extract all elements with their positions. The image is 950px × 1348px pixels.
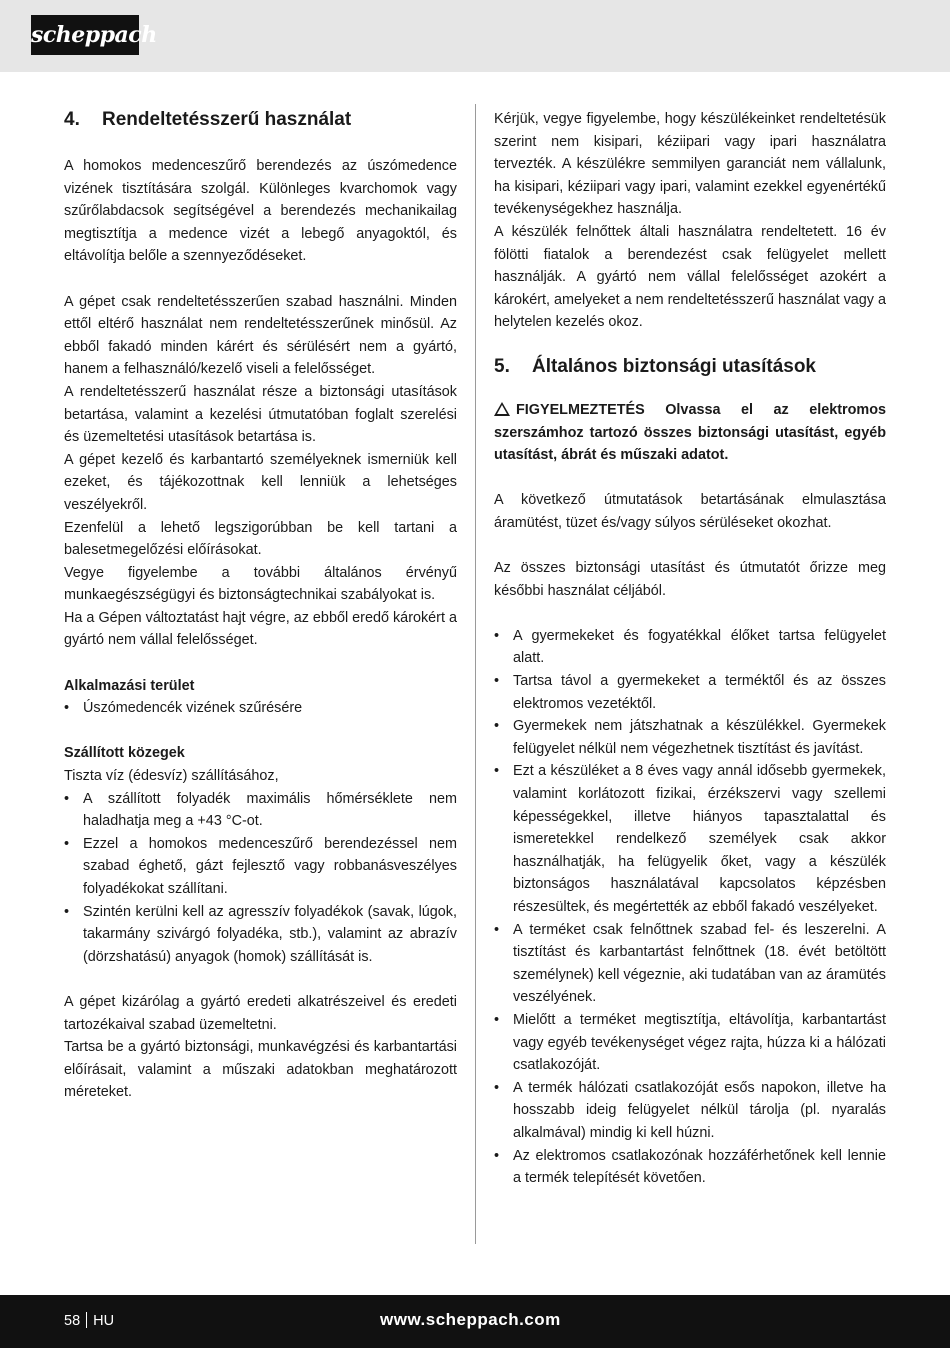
header-bar — [0, 0, 950, 72]
page-indicator — [64, 1311, 114, 1331]
paragraph: Ha a Gépen változtatást hajt végre, az ebből eredő károkért a gyártó nem vállal felelősséget. — [64, 609, 457, 649]
scope-heading: Alkalmazási terület — [64, 677, 195, 694]
list-item: • Ezzel a homokos medenceszűrő berendezéssel nem szabad éghető, gázt fejlesztő vagy robbanásveszélyes folyadékokat szállítani. — [64, 833, 457, 901]
website-link[interactable]: www.scheppach.com — [380, 1310, 561, 1329]
section-number: 4. — [64, 109, 80, 130]
media-intro: Tiszta víz (édesvíz) szállításához, — [64, 768, 279, 785]
column-divider — [475, 104, 476, 1244]
page-number: 58 — [64, 1313, 81, 1329]
paragraph: Az összes biztonsági utasítást és útmutatót őrizze meg későbbi használat céljából. — [494, 560, 886, 599]
language-code: HU — [93, 1313, 115, 1329]
paragraph: Vegye figyelembe a további általános érvényű munkaegészségügyi és biztonságtechnikai szabályokat is. — [64, 564, 457, 604]
scheppach-logo: scheppach — [31, 15, 139, 55]
right-column — [494, 108, 886, 1190]
section-title: Rendeltetésszerű használat — [102, 109, 352, 130]
section-title: Általános biztonsági utasítások — [532, 355, 816, 377]
list-item: • A terméket csak felnőttnek szabad fel- és leszerelni. A tisztítást és karbantartást felnőttnek (18. évét betöltött személynek) kell végeznie, aki tudatában van az áramütés veszélyének. — [494, 919, 886, 1009]
paragraph: A gépet csak rendeltetésszerűen szabad használni. Minden ettől eltérő használat nem rendeltetésszerűnek minősül. Az ebből fakadó minden kárért és sérülésért nem a gyártó, hanem a felhasználó/kezelő viseli a felelősséget. — [64, 293, 457, 378]
paragraph: A következő útmutatások betartásának elmulasztása áramütést, tüzet és/vagy súlyos sérüléseket okozhat. — [494, 492, 886, 531]
media-heading: Szállított közegek — [64, 745, 185, 762]
paragraph: A gépet kizárólag a gyártó eredeti alkatrészeivel és eredeti tartozékaival szabad üzemeltetni. — [64, 993, 457, 1033]
paragraph: Kérjük, vegye figyelembe, hogy készülékeinket rendeltetésük szerint nem kisipari, kéziipari vagy ipari használatra tervezték. A készülékre semmilyen garanciát nem vállalunk, ha kisipari, kéziipari vagy ipari, valamint ezekkel egyenértékű tevékenységekhez használja. — [494, 111, 886, 218]
scope-list — [64, 697, 457, 720]
list-item: • Tartsa távol a gyermekeket a terméktől és az összes elektromos vezetéktől. — [494, 670, 886, 715]
section-4-heading — [64, 108, 457, 132]
list-item: • Szintén kerülni kell az agresszív folyadékok (savak, lúgok, takarmány szivárgó folyadéka, stb.), valamint az abrazív (dörzshatású) anyagok (homok) szállítását is. — [64, 901, 457, 969]
footer-bar — [0, 1295, 950, 1348]
list-item: • Úszómedencék vizének szűrésére — [64, 697, 457, 720]
safety-list — [494, 625, 886, 1190]
paragraph: A gépet kezelő és karbantartó személyeknek ismerniük kell ezeket, és tájékozottnak kell lenniük a lehetséges veszélyekről. — [64, 451, 457, 513]
list-item: • A gyermekeket és fogyatékkal élőket tartsa felügyelet alatt. — [494, 625, 886, 670]
paragraph: Tartsa be a gyártó biztonsági, munkavégzési és karbantartási előírásait, valamint a műszaki adatokban meghatározott méreteket. — [64, 1039, 457, 1101]
list-item: • Ezt a készüléket a 8 éves vagy annál idősebb gyermekek, valamint korlátozott fizikai, érzékszervi vagy szellemi képességekkel, illetve hiányos tapasztalattal és ismeretekkel rendelkező személyek csak akkor használhatják, ha felügyelik őket, vagy a készülék biztonságos használatával kapcsolatos képzésben részesültek, és megértették az ebből fakadó veszélyeket. — [494, 760, 886, 918]
list-item: • A szállított folyadék maximális hőmérséklete nem haladhatja meg a +43 °C-ot. — [64, 788, 457, 833]
list-item: • Gyermekek nem játszhatnak a készülékkel. Gyermekek felügyelet nélkül nem végezhetnek tisztítást és javítást. — [494, 715, 886, 760]
warning-triangle-icon — [494, 402, 510, 416]
media-list — [64, 788, 457, 969]
paragraph: A készülék felnőttek általi használatra rendeltetett. 16 év fölötti fiatalok a berendezést csak felügyelet mellett használják. A gyártó nem vállal felelősséget azokért a károkért, amelyeket a nem rendeltetésszerű használat vagy a helytelen kezelés okoz. — [494, 223, 886, 331]
paragraph: A homokos medenceszűrő berendezés az úszómedence vizének tisztítására szolgál. Különleges kvarchomok vagy szűrőlabdacsok segítségével a berendezés mechanikailag megtisztítja a medence vizét a lebegő anyagoktól, és eltávolítja belőle a szennyeződéseket. — [64, 158, 457, 265]
section-number: 5. — [494, 355, 510, 377]
warning-notice — [494, 399, 886, 467]
left-column — [64, 108, 457, 1104]
paragraph: A rendeltetésszerű használat része a biztonsági utasítások betartása, valamint a kezelési útmutatóban foglalt szerelési és üzemeltetési utasítások betartása is. — [64, 383, 457, 446]
warning-text: FIGYELMEZTETÉS Olvassa el az elektromos szerszámhoz tartozó összes biztonsági utasítást, egyéb utasítást, ábrát és műszaki adatot. — [494, 401, 886, 464]
list-item: • A termék hálózati csatlakozóját esős napokon, illetve ha hosszabb ideig felügyelet nélkül tárolja (pl. nyaralás alkalmával) mindig ki kell húzni. — [494, 1077, 886, 1145]
paragraph: Ezenfelül a lehető legszigorúbban be kell tartani a balesetmegelőzési előírásokat. — [64, 519, 457, 559]
list-item: • Az elektromos csatlakozónak hozzáférhetőnek kell lennie a termék telepítését követően. — [494, 1145, 886, 1190]
section-5-heading — [494, 355, 886, 379]
list-item: • Mielőtt a terméket megtisztítja, eltávolítja, karbantartást vagy egyéb tevékenységet végez rajta, húzza ki a hálózati csatlakozóját. — [494, 1009, 886, 1077]
page-separator — [86, 1312, 87, 1328]
